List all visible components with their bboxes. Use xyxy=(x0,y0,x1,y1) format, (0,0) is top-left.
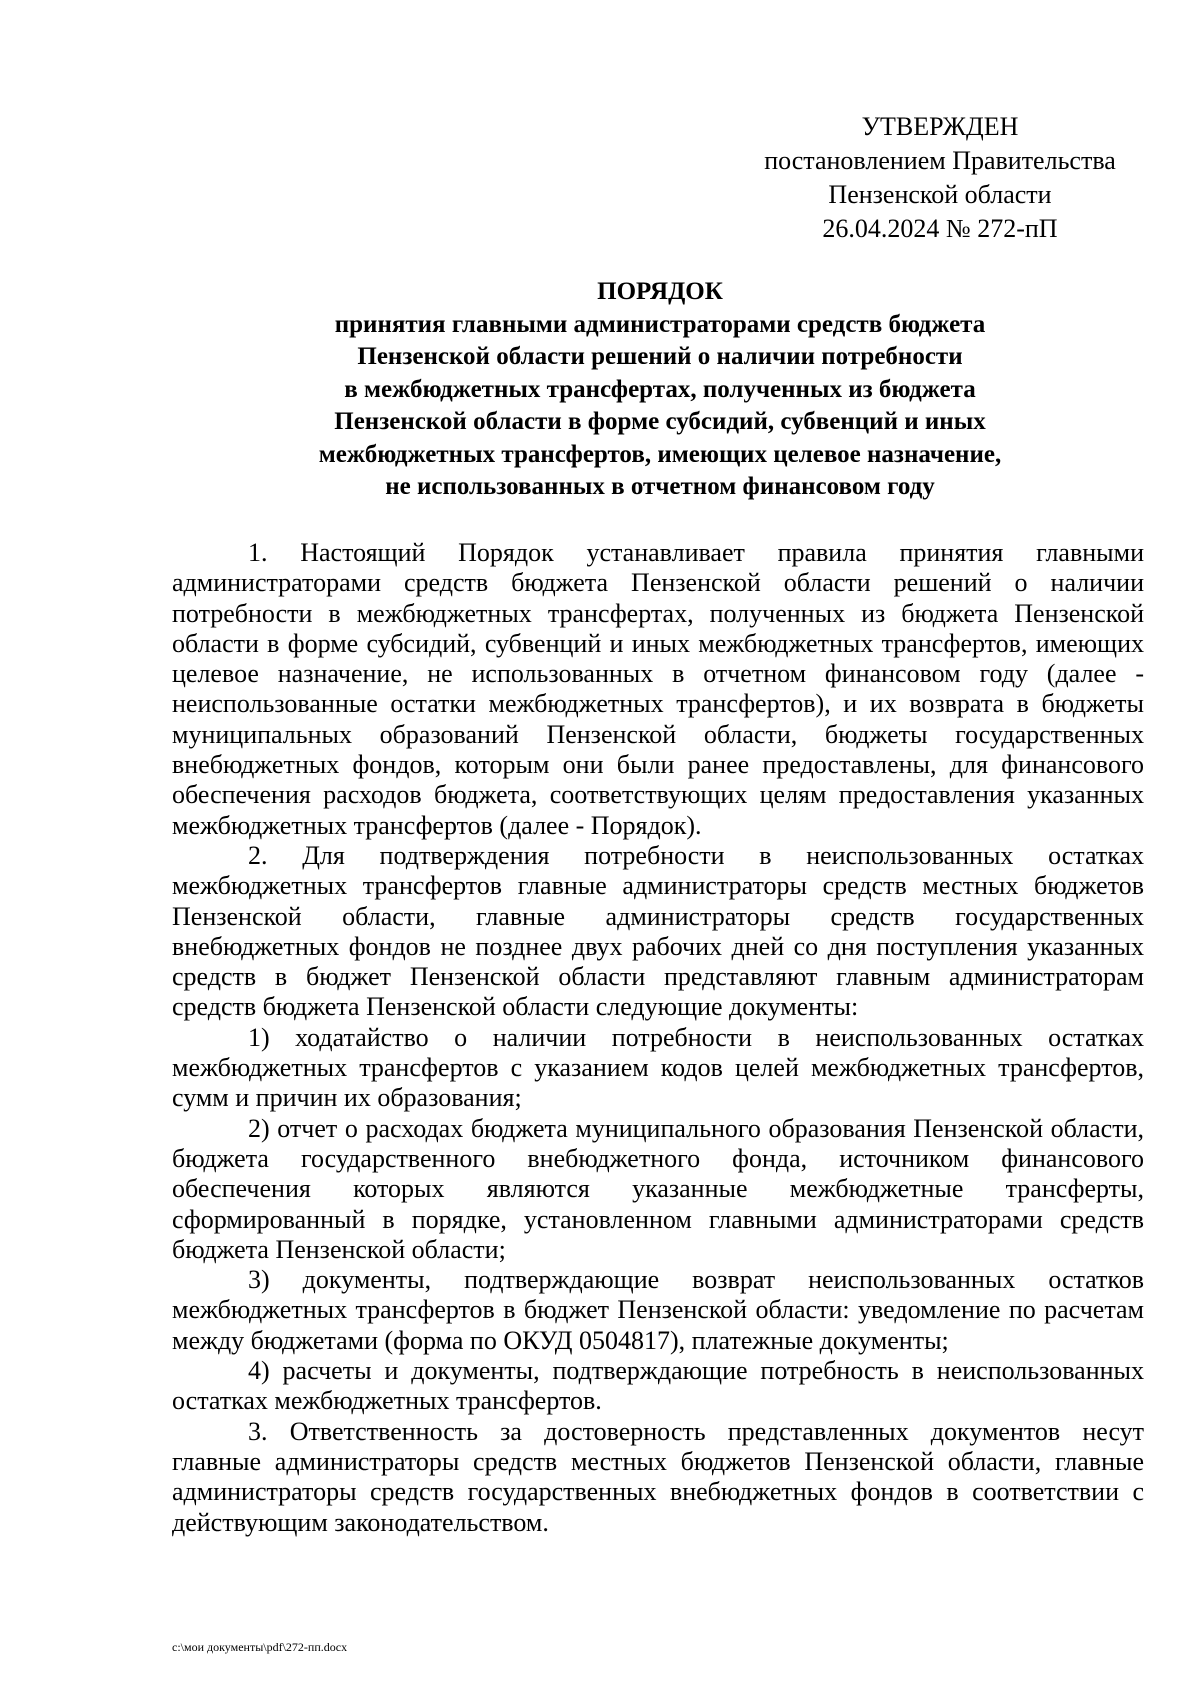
title-line: Пензенской области решений о наличии потребности xyxy=(357,343,963,370)
paragraph-2-item-1: 1) ходатайство о наличии потребности в неиспользованных остатках межбюджетных трансфертов с указанием кодов целей межбюджетных трансфертов, сумм и причин их образования; xyxy=(172,1022,1144,1113)
paragraph-2-item-4: 4) расчеты и документы, подтверждающие потребность в неиспользованных остатках межбюджетных трансфертов. xyxy=(172,1356,1144,1416)
document-title xyxy=(160,276,1160,504)
paragraph-2: 2. Для подтверждения потребности в неиспользованных остатках межбюджетных трансфертов главные администраторы средств местных бюджетов Пензенской области, главные администраторы средств государственных внебюджетных фондов не позднее двух рабочих дней со дня поступления указанных средств в бюджет Пензенской области представляют главным администраторам средств бюджета Пензенской области следующие документы: xyxy=(172,840,1144,1022)
file-path-footer: c:\мои документы\pdf\272-пп.docx xyxy=(172,1640,348,1654)
paragraph-2-item-2: 2) отчет о расходах бюджета муниципального образования Пензенской области, бюджета государственного внебюджетного фонда, источником финансового обеспечения которых являются указанные межбюджетные трансферты, сформированный в порядке, установленном главными администраторами средств бюджета Пензенской области; xyxy=(172,1113,1144,1264)
approval-line-4: 26.04.2024 № 272-пП xyxy=(822,214,1058,243)
title-line: принятия главными администраторами средств бюджета xyxy=(334,310,986,338)
approval-line-2: постановлением Правительства xyxy=(764,146,1116,175)
approval-line-1: УТВЕРЖДЕН xyxy=(861,112,1019,141)
title-line: не использованных в отчетном финансовом году xyxy=(385,473,935,500)
paragraph-2-item-3: 3) документы, подтверждающие возврат неиспользованных остатков межбюджетных трансфертов в бюджет Пензенской области: уведомление по расчетам между бюджетами (форма по ОКУД 0504817), платежные документы; xyxy=(172,1265,1144,1355)
approval-stamp xyxy=(735,110,1145,246)
title-line: Пензенской области в форме субсидий, субвенций и иных xyxy=(334,408,986,435)
approval-line-3: Пензенской области xyxy=(828,180,1052,209)
paragraph-1: 1. Настоящий Порядок устанавливает правила принятия главными администраторами средств бюджета Пензенской области решений о наличии потребности в межбюджетных трансфертах, полученных из бюджета Пензенской области в форме субсидий, субвенций и иных межбюджетных трансфертов, имеющих целевое назначение, не использованных в отчетном финансовом году (далее - неиспользованные остатки межбюджетных трансфертов), и их возврата в бюджеты муниципальных образований Пензенской области, бюджеты государственных внебюджетных фондов, которым они были ранее предоставлены, для финансового обеспечения расходов бюджета, соответствующих целям предоставления указанных межбюджетных трансфертов (далее - Порядок). xyxy=(172,538,1144,840)
title-heading: ПОРЯДОК xyxy=(597,278,723,305)
title-line: в межбюджетных трансфертах, полученных из бюджета xyxy=(344,375,976,403)
document-body xyxy=(172,538,1144,1538)
title-line: межбюджетных трансфертов, имеющих целевое назначение, xyxy=(318,440,1002,468)
paragraph-3: 3. Ответственность за достоверность представленных документов несут главные администраторы средств местных бюджетов Пензенской области, главные администраторы средств государственных внебюджетных фондов в соответствии с действующим законодательством. xyxy=(172,1416,1144,1537)
